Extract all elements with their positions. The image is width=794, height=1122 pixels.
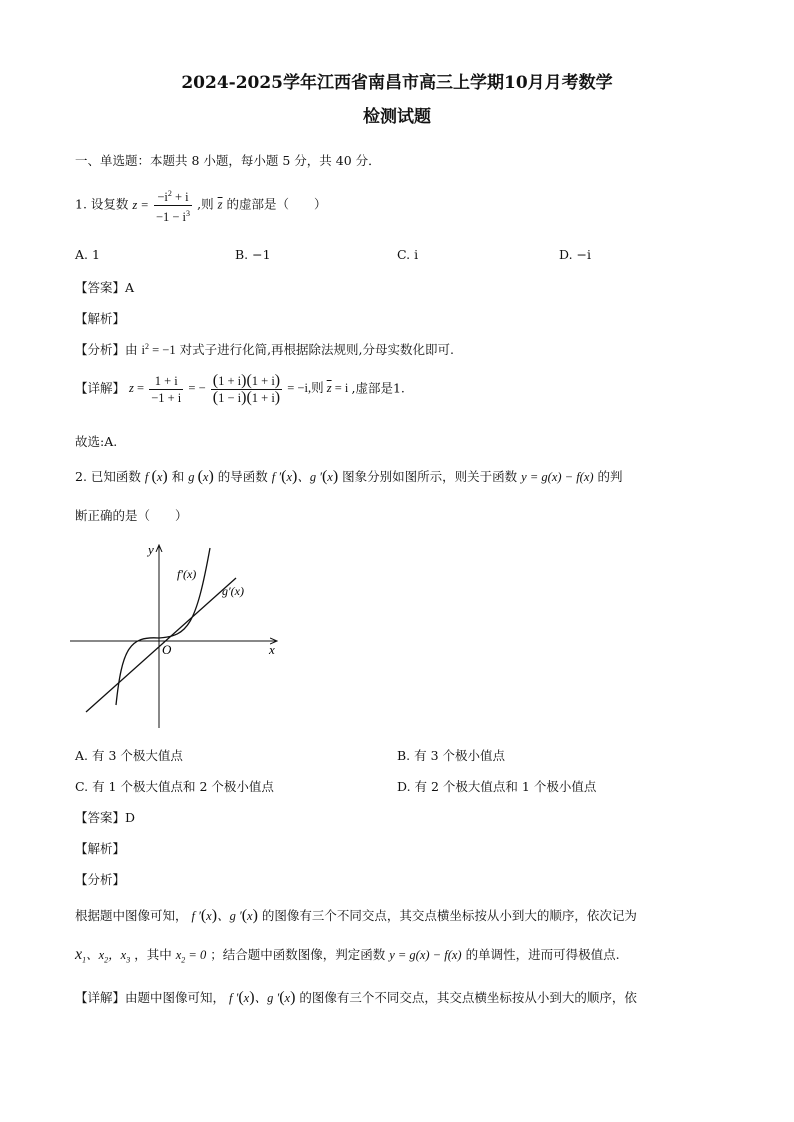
q2-gx: g (x) bbox=[188, 468, 214, 485]
q2-p2-end: 的单调性，进而可得极值点. bbox=[465, 947, 620, 962]
q2-p3-prefix: 【详解】由题中图像可知， bbox=[75, 990, 226, 1005]
q1-prefix: 1. 设复数 bbox=[75, 196, 129, 212]
q1-detail bbox=[75, 373, 405, 406]
q2-and: 和 bbox=[171, 469, 185, 484]
doc-title-line1: 2024-2025学年江西省南昌市高三上学期10月月考数学 bbox=[181, 73, 613, 93]
q2-p2-x2: $x_2 = 0$ bbox=[175, 948, 207, 965]
q2-judge: 的判 bbox=[597, 469, 623, 484]
q2-option-a: A. 有 3 个极大值点 bbox=[75, 748, 183, 763]
q1-answer: 【答案】A bbox=[75, 280, 135, 295]
q2-prefix: 2. 已知函数 bbox=[75, 469, 141, 484]
q2-analysis-head: 【解析】 bbox=[75, 841, 126, 856]
q2-fpx-gpx: f ′(x)、g ′(x) bbox=[271, 468, 339, 485]
q2-fx: f (x) bbox=[144, 468, 168, 485]
q2-p1-formula: f ′(x)、g ′(x) bbox=[191, 907, 258, 924]
x-axis-label: x bbox=[269, 642, 275, 657]
q1-detail-formula: z = $\frac{1 + i}{-1 + i}$ = − $\frac{(1 + i)(1 + i)}{(1 - i)(1 + i)}$ = −i,则 $\overline{z} = i$ bbox=[129, 372, 352, 406]
doc-title-line2: 检测试题 bbox=[363, 107, 431, 127]
q1-fenxi-prefix: 【分析】由 bbox=[75, 342, 138, 357]
f-prime-label: f′(x) bbox=[177, 567, 197, 581]
q1-fenxi-formula: $i^2 = -1$ bbox=[141, 341, 176, 357]
q2-p2-y: y = g(x) − f(x) bbox=[389, 948, 462, 962]
q2-para1 bbox=[75, 906, 637, 925]
q2-para2 bbox=[75, 945, 620, 965]
q2-p1-suffix: 的图像有三个不同交点，其交点横坐标按从小到大的顺序，依次记为 bbox=[261, 908, 637, 923]
q1-fenxi bbox=[75, 340, 454, 358]
q2-p1-prefix: 根据题中图像可知， bbox=[75, 908, 188, 923]
q2-p2-xs: $x_1$、$x_2$，$x_3$ bbox=[75, 946, 131, 965]
section-heading: 一、单选题：本题共 8 小题，每小题 5 分，共 40 分． bbox=[75, 153, 381, 168]
q1-option-a: A. 1 bbox=[75, 247, 100, 262]
q2-para3 bbox=[75, 988, 637, 1007]
q1-tail: 的虚部是（ ） bbox=[226, 196, 327, 212]
q2-stem-line1 bbox=[75, 467, 623, 486]
q1-zbar: $\overline{z}$ bbox=[217, 197, 223, 212]
q2-stem-line2: 断正确的是（ ） bbox=[75, 508, 188, 523]
q2-derivs: 的导函数 bbox=[217, 469, 268, 484]
origin-label: O bbox=[162, 642, 172, 657]
q2-p2-after: ；结合题中函数图像，判定函数 bbox=[210, 947, 386, 962]
q1-conclusion: 故选:A. bbox=[75, 434, 118, 449]
q2-option-b: B. 有 3 个极小值点 bbox=[397, 748, 506, 763]
q1-option-c: C. i bbox=[397, 247, 419, 262]
q2-fenxi-head: 【分析】 bbox=[75, 872, 126, 887]
q2-function-graph bbox=[70, 540, 285, 730]
q2-figure-text: 图象分别如图所示，则关于函数 bbox=[342, 469, 518, 484]
q1-suffix: ,则 bbox=[197, 196, 214, 212]
q1-formula: z = $\frac{-i^2 + i}{-1 - i^3}$ bbox=[132, 198, 197, 212]
g-prime-line bbox=[86, 578, 236, 712]
q1-option-b: B. −1 bbox=[235, 247, 271, 262]
q2-p3-formula: f ′(x)、g ′(x) bbox=[229, 989, 296, 1006]
q2-p2-mid: ，其中 bbox=[134, 947, 172, 962]
q1-detail-prefix: 【详解】 bbox=[75, 380, 126, 396]
q2-y-formula: y = g(x) − f(x) bbox=[521, 470, 594, 484]
q1-fenxi-suffix: 对式子进行化简,再根据除法规则,分母实数化即可. bbox=[179, 342, 454, 357]
q2-p3-suffix: 的图像有三个不同交点，其交点横坐标按从小到大的顺序，依 bbox=[299, 990, 637, 1005]
g-prime-label: g′(x) bbox=[222, 584, 244, 598]
y-axis-label: y bbox=[148, 542, 154, 557]
q1-detail-suffix: ,虚部是1. bbox=[351, 380, 405, 396]
q2-option-d: D. 有 2 个极大值点和 1 个极小值点 bbox=[397, 779, 597, 794]
q1-analysis-head: 【解析】 bbox=[75, 311, 126, 326]
q1-option-d: D. −i bbox=[559, 247, 591, 262]
q2-answer: 【答案】D bbox=[75, 810, 136, 825]
q2-option-c: C. 有 1 个极大值点和 2 个极小值点 bbox=[75, 779, 274, 794]
q1-stem bbox=[75, 186, 327, 225]
